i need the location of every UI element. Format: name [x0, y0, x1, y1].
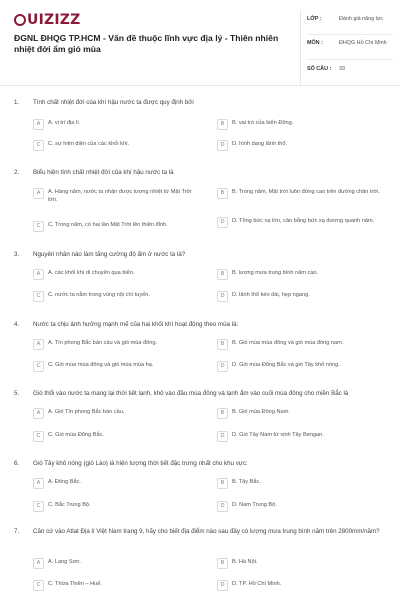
option-letter: A	[33, 119, 44, 130]
logo-q-icon	[14, 14, 26, 26]
option-letter: A	[33, 269, 44, 280]
option-letter: D	[217, 291, 228, 302]
option-letter: C	[33, 140, 44, 151]
question-text: Gió Tây khô nóng (gió Lào) là hiện tượng thời tiết đặc trưng nhất cho khu vực:	[33, 460, 248, 467]
option-letter: B	[217, 558, 228, 569]
option-letter: A	[33, 478, 44, 489]
option-letter: B	[217, 339, 228, 350]
question-text: Nguyên nhân nào làm tăng cường độ ẩm ở nước ta là?	[33, 251, 186, 258]
option-letter: A	[33, 188, 44, 199]
question-text: Tính chất nhiệt đới của khí hậu nước ta được quy định bởi	[33, 99, 194, 106]
option-letter: C	[33, 291, 44, 302]
option-letter: A	[33, 339, 44, 350]
option-letter: A	[33, 558, 44, 569]
option-letter: D	[217, 580, 228, 591]
option-letter: C	[33, 431, 44, 442]
question-text: Nước ta chịu ảnh hưởng mạnh mẽ của hai khối khí hoạt động theo mùa là:	[33, 321, 239, 328]
option-letter: C	[33, 361, 44, 372]
option-letter: D	[217, 501, 228, 512]
meta-panel: LỚP : Đánh giá năng lực MÔN : ĐHQG Hồ Chí Minh SỐ CÂU : 33	[300, 10, 392, 86]
divider	[307, 34, 393, 35]
quizizz-logo: UIZIZZ	[14, 12, 80, 28]
option-letter: B	[217, 408, 228, 419]
option-letter: C	[33, 580, 44, 591]
option-letter: C	[33, 221, 44, 232]
divider	[307, 59, 393, 60]
worksheet-header	[0, 0, 400, 86]
option-letter: B	[217, 119, 228, 130]
option-letter: B	[217, 269, 228, 280]
worksheet-title: ĐGNL ĐHQG TP.HCM - Vấn đề thuộc lĩnh vực địa lý - Thiên nhiên nhiệt đới ẩm gió mùa	[14, 33, 279, 54]
option-letter: A	[33, 408, 44, 419]
option-letter: D	[217, 140, 228, 151]
question-text: Gió thổi vào nước ta mang lại thời tiết lạnh, khô vào đầu mùa đông và lạnh ẩm vào cuối mùa đông cho miền Bắc là	[33, 390, 349, 397]
option-letter: D	[217, 217, 228, 228]
worksheet-page: UIZIZZ ĐGNL ĐHQG TP.HCM - Vấn đề thuộc lĩnh vực địa lý - Thiên nhiên nhiệt đới ẩm gió mùa LỚP : Đánh giá năng lực MÔN : ĐHQG Hồ Chí Minh SỐ CÂU : 33 1. Tính chất nhiệt đới của khí hậu nước ta được quy định bởi A A. vị trí địa lí. B B. vai trò của biển Đông. C C. sự hiện diện của các khối khí. D D. hình dạng lãnh thổ. 2. Biểu hiện tính chất nhiệt đới của khí hậu nước ta là A A. Hàng năm, nước ta nhận được lượng nhiệt từ Mặt Trời lớn. B B. Trong năm, Mặt trời luôn đứng cao trên đường chân trời. C C. Trong năm, có hai lần Mặt Trời lên thiên đỉnh. D D. Tổng bức xạ lớn, cân bằng bức xạ dương quanh năm. 3. Nguyên nhân nào làm tăng cường độ ẩm ở nước ta là? A A. các khối khí di chuyển qua biển. B B. lượng mưa trung bình năm cao. C C. nước ta nằm trong vùng nội chí tuyến. D D. lãnh thổ kéo dài, hẹp ngang. 4. Nước ta chịu ảnh hưởng mạnh mẽ của hai khối khí hoạt động theo mùa là: A A. Tín phong Bắc bán cầu và gió mùa đông. B B. Gió mùa mùa đông và gió mùa đông nam. C C. Gió mùa mùa đông và gió mùa mùa hạ. D D. Gió mùa Đông Bắc và gió Tây khô nóng. 5. Gió thổi vào nước ta mang lại thời tiết lạnh, khô vào đầu mùa đông và lạnh ẩm vào cuối mùa đông cho miền Bắc là A A. Gió Tín phong Bắc bán cầu. B B. Gió mùa Đông Nam. C C. Gió mùa Đông Bắc. D D. Gió Tây Nam từ vịnh Tây Bengan. 6. Gió Tây khô nóng (gió Lào) là hiện tượng thời tiết đặc trưng nhất cho khu vực: A A. Đông Bắc. B B. Tây Bắc. C C. Bắc Trung Bộ. D D. Nam Trung Bộ. 7. Căn cứ vào Atlat Địa lí Việt Nam trang 9, hãy cho biết địa điểm nào sau đây có lượng mưa trung bình năm trên 2800mm/năm? A A. Lạng Sơn. B B. Hà Nội. C C. Thừa Thiên – Huế. D D. TP. Hồ Chí Minh.	[0, 0, 400, 600]
question-text: Biểu hiện tính chất nhiệt đới của khí hậu nước ta là	[33, 169, 174, 176]
option-letter: B	[217, 478, 228, 489]
option-letter: D	[217, 431, 228, 442]
option-letter: C	[33, 501, 44, 512]
option-letter: B	[217, 188, 228, 199]
option-letter: D	[217, 361, 228, 372]
question-text: Căn cứ vào Atlat Địa lí Việt Nam trang 9, hãy cho biết địa điểm nào sau đây có lượng mưa trung bình năm trên 2800mm/năm?	[33, 528, 380, 535]
